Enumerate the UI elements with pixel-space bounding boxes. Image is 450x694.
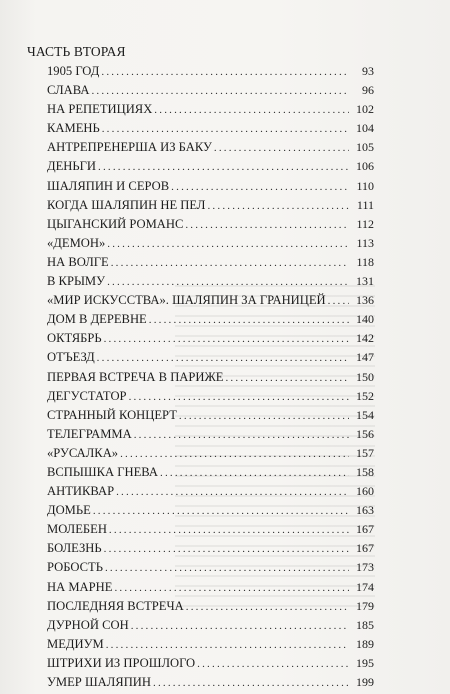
dot-leader xyxy=(149,311,349,330)
toc-entry-title: БОЛЕЗНЬ xyxy=(47,541,102,556)
toc-entry-page-number: 96 xyxy=(362,83,374,98)
toc-entry xyxy=(47,348,374,367)
toc-entry-title: СЛАВА xyxy=(47,83,90,98)
toc-entry-title: ДЕГУСТАТОР xyxy=(47,388,127,403)
toc-entry xyxy=(47,272,374,291)
dot-leader xyxy=(116,483,349,502)
toc-entry xyxy=(47,329,374,348)
dot-leader xyxy=(120,445,349,464)
toc-entry-title: 1905 ГОД xyxy=(47,64,100,78)
toc-entry xyxy=(47,406,374,425)
toc-entry xyxy=(47,62,374,81)
dot-leader xyxy=(134,426,349,445)
part-title: ЧАСТЬ ВТОРАЯ xyxy=(27,44,126,59)
toc-entry-title: АНТРЕПРЕНЕРША ИЗ БАКУ xyxy=(47,140,212,155)
toc-entry-page-number: 189 xyxy=(356,636,374,651)
dot-leader xyxy=(102,120,349,139)
toc-entry-title: ПЕРВАЯ ВСТРЕЧА В ПАРИЖЕ xyxy=(47,369,224,384)
toc-entry-title: НА МАРНЕ xyxy=(47,579,113,594)
toc-entry-title: АНТИКВАР xyxy=(47,484,115,499)
toc-entry-page-number: 157 xyxy=(356,445,374,460)
dot-leader xyxy=(104,330,349,349)
dot-leader xyxy=(214,139,349,158)
toc-entry-title: СТРАННЫЙ КОНЦЕРТ xyxy=(47,407,177,422)
toc-entry xyxy=(47,558,374,577)
toc-entry-title: ДОМЬЕ xyxy=(47,503,91,518)
dot-leader xyxy=(186,598,349,617)
toc-entry xyxy=(47,520,374,539)
dot-leader xyxy=(106,636,349,655)
toc-entry-title: УМЕР ШАЛЯПИН xyxy=(47,675,151,689)
toc-entry xyxy=(47,616,374,635)
toc-entry xyxy=(47,387,374,406)
toc-entry-page-number: 163 xyxy=(356,503,374,518)
toc-entry-title: КАМЕНЬ xyxy=(47,121,100,136)
dot-leader xyxy=(109,521,349,540)
toc-entry xyxy=(47,177,374,196)
toc-entry-page-number: 104 xyxy=(356,121,374,136)
dot-leader xyxy=(197,655,349,674)
toc-entry-title: МОЛЕБЕН xyxy=(47,522,107,537)
toc-entry-title: «МИР ИСКУССТВА». ШАЛЯПИН ЗА ГРАНИЦЕЙ xyxy=(47,293,326,308)
dot-leader xyxy=(160,464,349,483)
toc-entry-title: ТЕЛЕГРАММА xyxy=(47,426,132,441)
toc-entry-page-number: 173 xyxy=(356,560,374,575)
toc-entry-title: ПОСЛЕДНЯЯ ВСТРЕЧА xyxy=(47,598,184,613)
dot-leader xyxy=(105,559,349,578)
toc-entry-page-number: 112 xyxy=(356,216,374,231)
toc-entry xyxy=(47,597,374,616)
toc-entry-title: МЕДИУМ xyxy=(47,636,104,651)
toc-entry-page-number: 131 xyxy=(356,274,374,289)
toc-entry-page-number: 158 xyxy=(356,464,374,479)
dot-leader xyxy=(179,407,349,426)
toc-entry xyxy=(47,291,374,310)
toc-entry-page-number: 174 xyxy=(356,579,374,594)
dot-leader xyxy=(114,579,349,598)
toc-entry-page-number: 150 xyxy=(356,369,374,384)
toc-entry xyxy=(47,425,374,444)
dot-leader xyxy=(97,349,349,368)
dot-leader xyxy=(101,63,349,82)
toc-entry xyxy=(47,215,374,234)
toc-entry-title: ДУРНОЙ СОН xyxy=(47,617,129,632)
toc-entry-page-number: 167 xyxy=(356,541,374,556)
toc-entry xyxy=(47,310,374,329)
toc-entry xyxy=(47,673,374,692)
dot-leader xyxy=(328,292,349,311)
dot-leader xyxy=(153,674,349,693)
toc-entry xyxy=(47,100,374,119)
toc-entry-page-number: 106 xyxy=(356,159,374,174)
toc-entry-title: ШТРИХИ ИЗ ПРОШЛОГО xyxy=(47,655,196,670)
dot-leader xyxy=(107,273,349,292)
dot-leader xyxy=(104,540,349,559)
toc-entry xyxy=(47,635,374,654)
toc-entry xyxy=(47,253,374,272)
toc-entry-title: ДОМ В ДЕРЕВНЕ xyxy=(47,312,147,327)
toc-entry-title: НА РЕПЕТИЦИЯХ xyxy=(47,102,153,117)
table-of-contents xyxy=(47,62,374,692)
toc-entry xyxy=(47,539,374,558)
toc-entry-title: ВСПЫШКА ГНЕВА xyxy=(47,464,158,479)
toc-entry xyxy=(47,463,374,482)
dot-leader xyxy=(91,82,349,101)
dot-leader xyxy=(185,216,349,235)
toc-entry xyxy=(47,81,374,100)
toc-entry-page-number: 113 xyxy=(356,235,374,250)
toc-entry-title: «ДЕМОН» xyxy=(47,235,106,250)
toc-entry-title: РОБОСТЬ xyxy=(47,560,103,575)
dot-leader xyxy=(111,254,349,273)
toc-entry xyxy=(47,234,374,253)
toc-entry-page-number: 102 xyxy=(356,102,374,117)
dot-leader xyxy=(107,235,349,254)
toc-entry xyxy=(47,138,374,157)
toc-entry xyxy=(47,578,374,597)
toc-entry-title: ОТЪЕЗД xyxy=(47,350,95,365)
toc-entry xyxy=(47,196,374,215)
toc-entry xyxy=(47,368,374,387)
toc-entry-title: НА ВОЛГЕ xyxy=(47,254,109,269)
toc-entry-page-number: 111 xyxy=(356,197,374,212)
toc-entry-page-number: 156 xyxy=(356,426,374,441)
toc-entry-title: КОГДА ШАЛЯПИН НЕ ПЕЛ xyxy=(47,197,206,212)
toc-entry-page-number: 179 xyxy=(356,598,374,613)
toc-entry-page-number: 147 xyxy=(356,350,374,365)
toc-entry-page-number: 110 xyxy=(356,178,374,193)
toc-entry-page-number: 136 xyxy=(356,293,374,308)
toc-entry xyxy=(47,482,374,501)
toc-entry-page-number: 160 xyxy=(356,484,374,499)
toc-entry xyxy=(47,444,374,463)
toc-entry-title: ОКТЯБРЬ xyxy=(47,331,102,346)
toc-entry xyxy=(47,654,374,673)
toc-entry-page-number: 154 xyxy=(356,407,374,422)
toc-entry xyxy=(47,157,374,176)
toc-entry xyxy=(47,501,374,520)
dot-leader xyxy=(207,197,349,216)
toc-entry-page-number: 93 xyxy=(362,64,374,78)
toc-entry-title: «РУСАЛКА» xyxy=(47,445,119,460)
toc-entry-page-number: 118 xyxy=(356,254,374,269)
toc-entry-page-number: 105 xyxy=(356,140,374,155)
toc-entry-page-number: 195 xyxy=(356,655,374,670)
toc-entry-page-number: 152 xyxy=(356,388,374,403)
toc-entry-page-number: 167 xyxy=(356,522,374,537)
toc-entry-title: В КРЫМУ xyxy=(47,274,106,289)
toc-entry-page-number: 199 xyxy=(356,675,374,689)
toc-entry-title: ЦЫГАНСКИЙ РОМАНС xyxy=(47,216,184,231)
toc-entry-title: ШАЛЯПИН И СЕРОВ xyxy=(47,178,170,193)
dot-leader xyxy=(98,158,349,177)
dot-leader xyxy=(131,617,349,636)
dot-leader xyxy=(93,502,349,521)
toc-entry-page-number: 185 xyxy=(356,617,374,632)
dot-leader xyxy=(225,369,349,388)
dot-leader xyxy=(129,388,349,407)
toc-entry-page-number: 142 xyxy=(356,331,374,346)
dot-leader xyxy=(154,101,349,120)
toc-entry xyxy=(47,119,374,138)
toc-entry-page-number: 140 xyxy=(356,312,374,327)
toc-entry-title: ДЕНЬГИ xyxy=(47,159,96,174)
dot-leader xyxy=(171,178,349,197)
